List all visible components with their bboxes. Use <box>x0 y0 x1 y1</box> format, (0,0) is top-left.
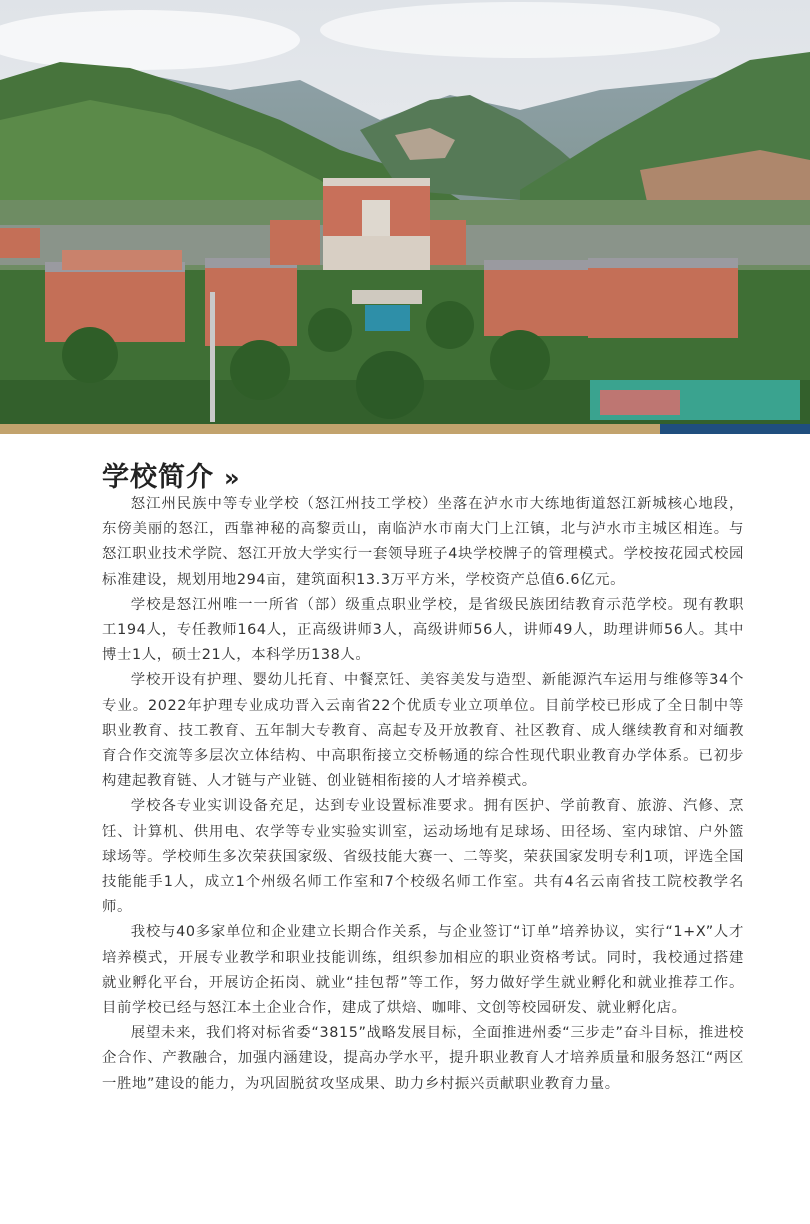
campus-aerial-photo <box>0 0 810 424</box>
paragraph-cooperation: 我校与40多家单位和企业建立长期合作关系，与企业签订“订单”培养协议，实行“1+X”人才培养模式，开展专业教学和职业技能训练，组织参加相应的职业资格考试。同时，我校通过搭建就业孵化平台，开展访企拓岗、就业“挂包帮”等工作，努力做好学生就业孵化和就业推荐工作。目前学校已经与怒江本土企业合作，建成了烘焙、咖啡、文创等校园研发、就业孵化店。 <box>102 924 744 1017</box>
paragraph-majors: 学校开设有护理、婴幼儿托育、中餐烹饪、美容美发与造型、新能源汽车运用与维修等34个专业。2022年护理专业成功晋入云南省22个优质专业立项单位。目前学校已形成了全日制中等职业教育、技工教育、五年制大专教育、高起专及开放教育、社区教育、成人继续教育和对缅教育合作交流等多层次立体结构、中高职衔接立交桥畅通的综合性现代职业教育办学体系。已初步构建起教育链、人才链与产业链、创业链相衔接的人才培养模式。 <box>102 672 744 790</box>
section-heading <box>102 455 236 494</box>
paragraph-staff: 学校是怒江州唯一一所省（部）级重点职业学校，是省级民族团结教育示范学校。现有教职工194人，专任教师164人，正高级讲师3人，高级讲师56人，讲师49人，助理讲师56人。其中博士1人，硕士21人，本科学历138人。 <box>102 596 744 664</box>
paragraph-location: 怒江州民族中等专业学校（怒江州技工学校）坐落在泸水市大练地街道怒江新城核心地段，东傍美丽的怒江，西靠神秘的高黎贡山，南临泸水市南大门上江镇，北与泸水市主城区相连。与怒江职业技术学院、怒江开放大学实行一套领导班子4块学校牌子的管理模式。学校按花园式校园标准建设，规划用地294亩，建筑面积13.3万平方米，学校资产总值6.6亿元。 <box>102 496 744 588</box>
campus-aerial-illustration <box>0 0 810 424</box>
blue-accent-band <box>660 424 810 434</box>
gold-accent-band <box>0 424 660 434</box>
double-chevron-icon: » <box>224 464 236 492</box>
paragraph-outlook: 展望未来，我们将对标省委“3815”战略发展目标，全面推进州委“三步走”奋斗目标，推进校企合作、产教融合，加强内涵建设，提高办学水平，提升职业教育人才培养质量和服务怒江“两区一胜地”建设的能力，为巩固脱贫攻坚成果、助力乡村振兴贡献职业教育力量。 <box>102 1025 744 1092</box>
school-introduction-text <box>102 492 744 1097</box>
paragraph-facilities: 学校各专业实训设备充足，达到专业设置标准要求。拥有医护、学前教育、旅游、汽修、烹饪、计算机、供用电、农学等专业实验实训室，运动场地有足球场、田径场、室内球馆、户外篮球场等。学校师生多次荣获国家级、省级技能大赛一、二等奖，荣获国家发明专利1项，评选全国技能能手1人，成立1个州级名师工作室和7个校级名师工作室。共有4名云南省技工院校教学名师。 <box>102 798 744 916</box>
section-title: 学校简介 <box>102 462 214 493</box>
